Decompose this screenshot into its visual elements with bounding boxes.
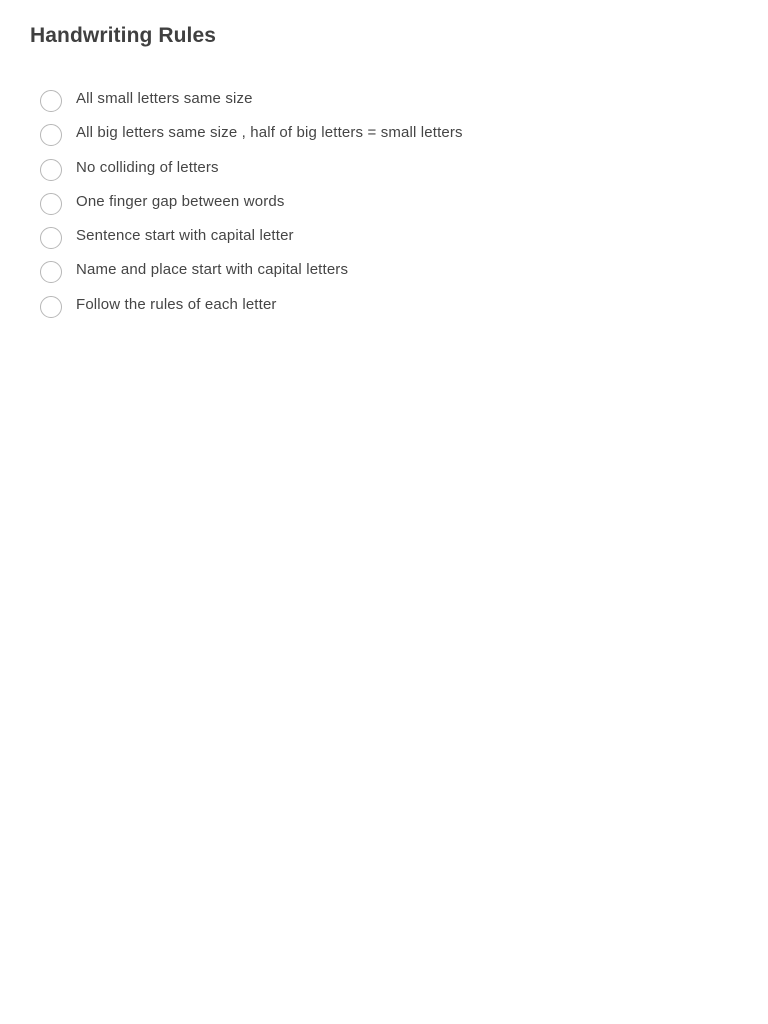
checkbox-circle-icon[interactable]: [40, 193, 62, 215]
checkbox-circle-icon[interactable]: [40, 159, 62, 181]
checkbox-circle-icon[interactable]: [40, 296, 62, 318]
checklist-item[interactable]: [40, 121, 463, 155]
checklist-item-text[interactable]: Name and place start with capital letters: [76, 261, 349, 279]
checklist-item-text[interactable]: All big letters same size , half of big letters = small letters: [76, 124, 463, 142]
checklist-item-text[interactable]: Follow the rules of each letter: [76, 295, 277, 313]
checklist-item[interactable]: [40, 156, 463, 190]
checklist-item[interactable]: [40, 190, 463, 224]
note-title[interactable]: Handwriting Rules: [30, 24, 217, 47]
checkbox-circle-icon[interactable]: [40, 261, 62, 283]
checklist-item-text[interactable]: Sentence start with capital letter: [76, 227, 294, 245]
checklist-item[interactable]: [40, 258, 463, 292]
checkbox-circle-icon[interactable]: [40, 227, 62, 249]
checklist-item[interactable]: [40, 224, 463, 258]
checklist: [40, 87, 463, 327]
checkbox-circle-icon[interactable]: [40, 90, 62, 112]
checklist-item[interactable]: [40, 87, 463, 121]
checklist-item-text[interactable]: All small letters same size: [76, 90, 253, 107]
checklist-item-text[interactable]: One finger gap between words: [76, 192, 285, 210]
checkbox-circle-icon[interactable]: [40, 124, 62, 146]
checklist-item-text[interactable]: No colliding of letters: [76, 158, 219, 176]
checklist-item[interactable]: [40, 293, 463, 327]
